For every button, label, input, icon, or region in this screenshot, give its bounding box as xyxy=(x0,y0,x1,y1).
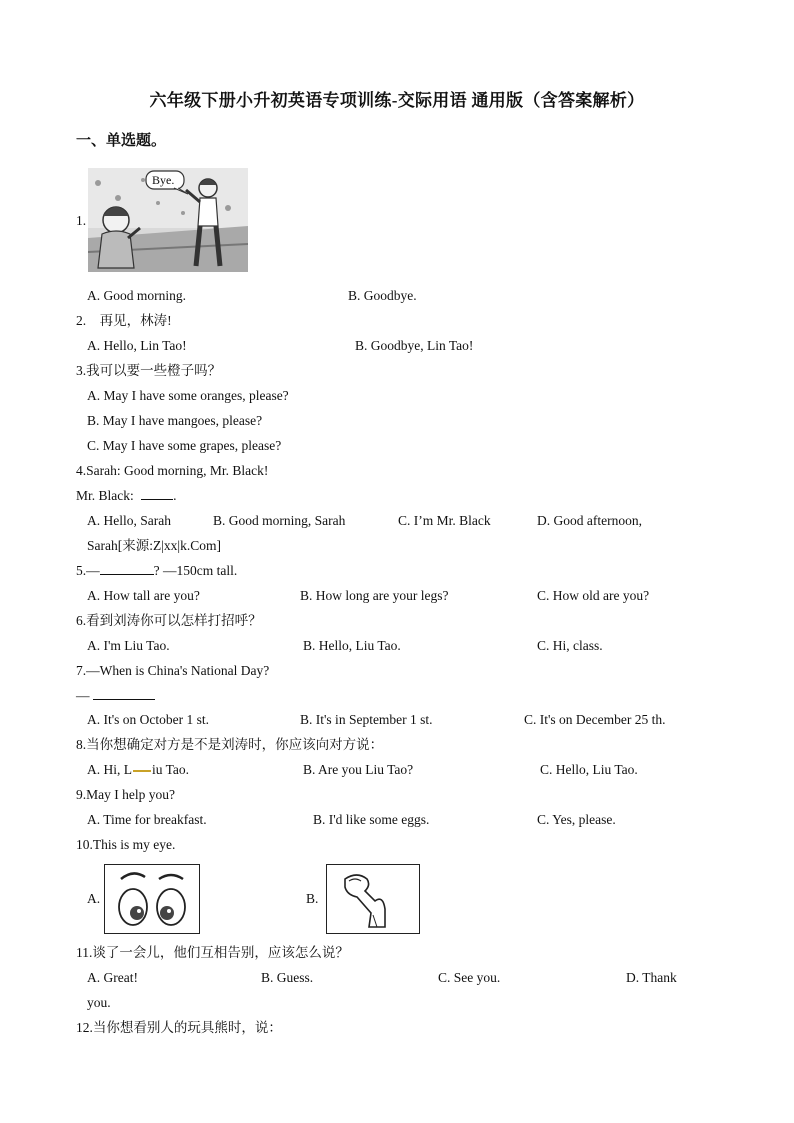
question-4-option-d-continued: Sarah[来源:Z|xx|k.Com] xyxy=(87,538,222,553)
question-10-stem: 10.This is my eye. xyxy=(76,837,176,852)
question-10-option-a-picture[interactable] xyxy=(104,864,200,934)
question-5-prefix: 5.— xyxy=(76,563,100,578)
question-3-option-a[interactable]: A. May I have some oranges, please? xyxy=(87,388,289,403)
question-11-option-b[interactable]: B. Guess. xyxy=(261,970,314,985)
question-5-stem xyxy=(76,562,237,580)
question-7-stem: 7.—When is China's National Day? xyxy=(76,663,270,678)
question-11-stem: 11.谈了一会儿，他们互相告别，应该怎么说？ xyxy=(76,945,349,960)
question-10-option-a-label[interactable]: A. xyxy=(87,891,101,906)
question-4-option-c[interactable]: C. I’m Mr. Black xyxy=(398,513,491,528)
question-9-option-c[interactable]: C. Yes, please. xyxy=(537,812,616,827)
question-5-suffix: ? —150cm tall. xyxy=(153,563,238,578)
question-4-speaker: Mr. Black: xyxy=(76,488,134,503)
question-8-option-c[interactable]: C. Hello, Liu Tao. xyxy=(540,762,638,777)
question-2-stem: 2. 再见，林涛! xyxy=(76,313,172,328)
question-3-option-b[interactable]: B. May I have mangoes, please? xyxy=(87,413,263,428)
question-4-stem: 4.Sarah: Good morning, Mr. Black! xyxy=(76,463,269,478)
answer-blank[interactable] xyxy=(141,487,173,500)
speech-bubble-text: Bye. xyxy=(152,173,175,187)
question-5-option-a[interactable]: A. How tall are you? xyxy=(87,588,200,603)
question-7-stem-line-2 xyxy=(76,687,155,705)
question-4-option-d[interactable]: D. Good afternoon, xyxy=(537,513,642,528)
question-1-number: 1. xyxy=(76,213,87,228)
question-8-option-a-start: A. Hi, L xyxy=(87,762,132,777)
question-11-option-d[interactable]: D. Thank xyxy=(626,970,677,985)
question-8-option-b[interactable]: B. Are you Liu Tao? xyxy=(303,762,414,777)
question-4-period: . xyxy=(173,488,177,503)
question-4-option-b[interactable]: B. Good morning, Sarah xyxy=(213,513,346,528)
answer-blank[interactable] xyxy=(100,562,154,575)
question-1-picture xyxy=(88,168,248,272)
question-4-option-a[interactable]: A. Hello, Sarah xyxy=(87,513,171,528)
question-1-option-b[interactable]: B. Goodbye. xyxy=(348,288,417,303)
question-6-option-a[interactable]: A. I'm Liu Tao. xyxy=(87,638,170,653)
question-11-option-c[interactable]: C. See you. xyxy=(438,970,501,985)
question-5-option-c[interactable]: C. How old are you? xyxy=(537,588,650,603)
question-7-dash: — xyxy=(76,688,90,703)
question-6-option-c[interactable]: C. Hi, class. xyxy=(537,638,603,653)
question-10-option-b-label[interactable]: B. xyxy=(306,891,319,906)
question-4-stem-line-2 xyxy=(76,487,177,505)
highlight-dash-icon xyxy=(133,770,151,772)
question-2-option-b[interactable]: B. Goodbye, Lin Tao! xyxy=(355,338,474,353)
question-9-stem: 9.May I help you? xyxy=(76,787,175,802)
question-10-option-b-picture[interactable] xyxy=(326,864,420,934)
question-7-option-b[interactable]: B. It's in September 1 st. xyxy=(300,712,433,727)
question-3-option-c[interactable]: C. May I have some grapes, please? xyxy=(87,438,282,453)
question-11-option-d-continued: you. xyxy=(87,995,111,1010)
question-6-option-b[interactable]: B. Hello, Liu Tao. xyxy=(303,638,401,653)
question-1-option-a[interactable]: A. Good morning. xyxy=(87,288,186,303)
answer-blank[interactable] xyxy=(93,687,155,700)
question-7-option-a[interactable]: A. It's on October 1 st. xyxy=(87,712,210,727)
question-9-option-b[interactable]: B. I'd like some eggs. xyxy=(313,812,430,827)
question-8-option-a-end: iu Tao. xyxy=(152,762,190,777)
section-heading: 一、单选题。 xyxy=(76,133,167,149)
question-9-option-a[interactable]: A. Time for breakfast. xyxy=(87,812,207,827)
question-11-option-a[interactable]: A. Great! xyxy=(87,970,138,985)
question-5-option-b[interactable]: B. How long are your legs? xyxy=(300,588,449,603)
question-6-stem: 6.看到刘涛你可以怎样打招呼？ xyxy=(76,613,262,628)
question-12-stem: 12.当你想看别人的玩具熊时，说： xyxy=(76,1020,282,1035)
document-title: 六年级下册小升初英语专项训练-交际用语 通用版（含答案解析） xyxy=(149,91,645,110)
question-7-option-c[interactable]: C. It's on December 25 th. xyxy=(524,712,666,727)
question-3-stem: 3.我可以要一些橙子吗？ xyxy=(76,363,222,378)
arm-icon xyxy=(327,865,419,933)
question-2-option-a[interactable]: A. Hello, Lin Tao! xyxy=(87,338,187,353)
question-8-option-a[interactable] xyxy=(87,761,189,779)
eyes-icon xyxy=(105,865,199,933)
question-8-stem: 8.当你想确定对方是不是刘涛时，你应该向对方说： xyxy=(76,737,384,752)
